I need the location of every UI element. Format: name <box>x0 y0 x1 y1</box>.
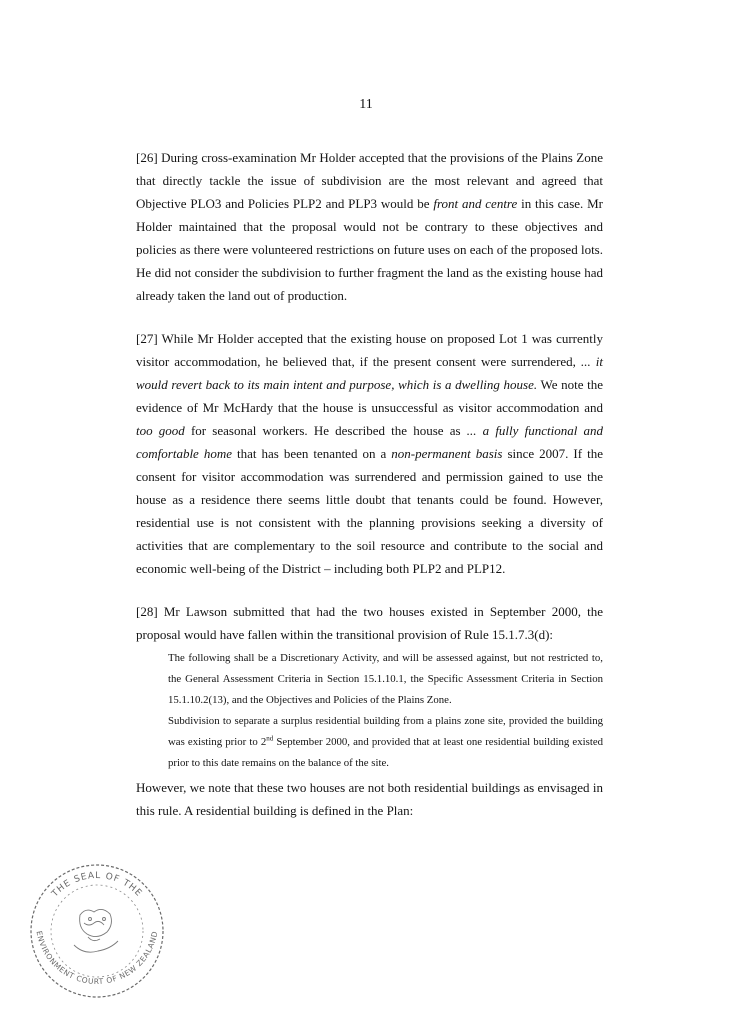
paragraph-27: [27] While Mr Holder accepted that the existing house on proposed Lot 1 was currently visitor accommodation, he believed that, if the present consent were surrendered, ... it would revert back to its main intent and purpose, which is a dwelling house. We note the evidence of Mr McHardy that the house is unsuccessful as visitor accommodation and too good for seasonal workers. He described the house as ... a fully functional and comfortable home that has been tenanted on a non-permanent basis since 2007. If the consent for visitor accommodation was surrendered and permission gained to use the house as a residence there seems little doubt that tenants could be found. However, residential use is not consistent with the planning provisions seeking a diversity of activities that are complementary to the soil resource and contribute to the social and economic well-being of the District – including both PLP2 and PLP12. <box>136 331 603 576</box>
seal-emblem <box>74 909 118 952</box>
ordinal-suffix: nd <box>266 734 274 743</box>
document-body <box>136 146 603 822</box>
page-number: 11 <box>359 97 373 112</box>
emphasis: non-permanent basis <box>391 446 503 461</box>
paragraph-28-continued: However, we note that these two houses are not both residential buildings as envisaged in this rule. A residential building is defined in the Plan: <box>136 780 603 818</box>
quote-paragraph-2: Subdivision to separate a surplus residential building from a plains zone site, provided the building was existing prior to 2nd September 2000, and provided that at least one residential building existed prior to this date remains on the balance of the site. <box>168 715 604 769</box>
seal-inner-ring <box>51 885 143 977</box>
emphasis: ... a fully functional and comfortable home <box>136 423 603 461</box>
quote-paragraph-1: The following shall be a Discretionary Activity, and will be assessed against, but not restricted to, the General Assessment Criteria in Section 15.1.10.1, the Specific Assessment Criteria in Section 15.1.10.2(13), and the Objectives and Policies of the Plains Zone. <box>168 652 603 706</box>
paragraph-number: [27] <box>136 331 158 346</box>
emphasis: front and centre <box>433 196 518 211</box>
paragraph-number: [26] <box>136 150 158 165</box>
court-seal-stamp <box>22 853 172 1003</box>
paragraph-number: [28] <box>136 604 158 619</box>
emphasis: ... it would revert back to its main intent and purpose, which is a dwelling house. <box>136 354 603 392</box>
paragraph-28: [28] Mr Lawson submitted that had the two houses existed in September 2000, the proposal would have fallen within the transitional provision of Rule 15.1.7.3(d): <box>136 604 603 642</box>
seal-text-bottom: ENVIRONMENT COURT OF NEW ZEALAND <box>34 930 160 987</box>
seal-text-top: THE SEAL OF THE <box>50 870 144 900</box>
rule-quotation <box>168 648 603 774</box>
emphasis: too good <box>136 423 185 438</box>
paragraph-26: [26] During cross-examination Mr Holder accepted that the provisions of the Plains Zone that directly tackle the issue of subdivision are the most relevant and agreed that Objective PLO3 and Policies PLP2 and PLP3 would be front and centre in this case. Mr Holder maintained that the proposal would not be contrary to these objectives and policies as there were volunteered restrictions on future uses on each of the proposed lots. He did not consider the subdivision to further fragment the land as the existing house had already taken the land out of production. <box>136 150 603 303</box>
